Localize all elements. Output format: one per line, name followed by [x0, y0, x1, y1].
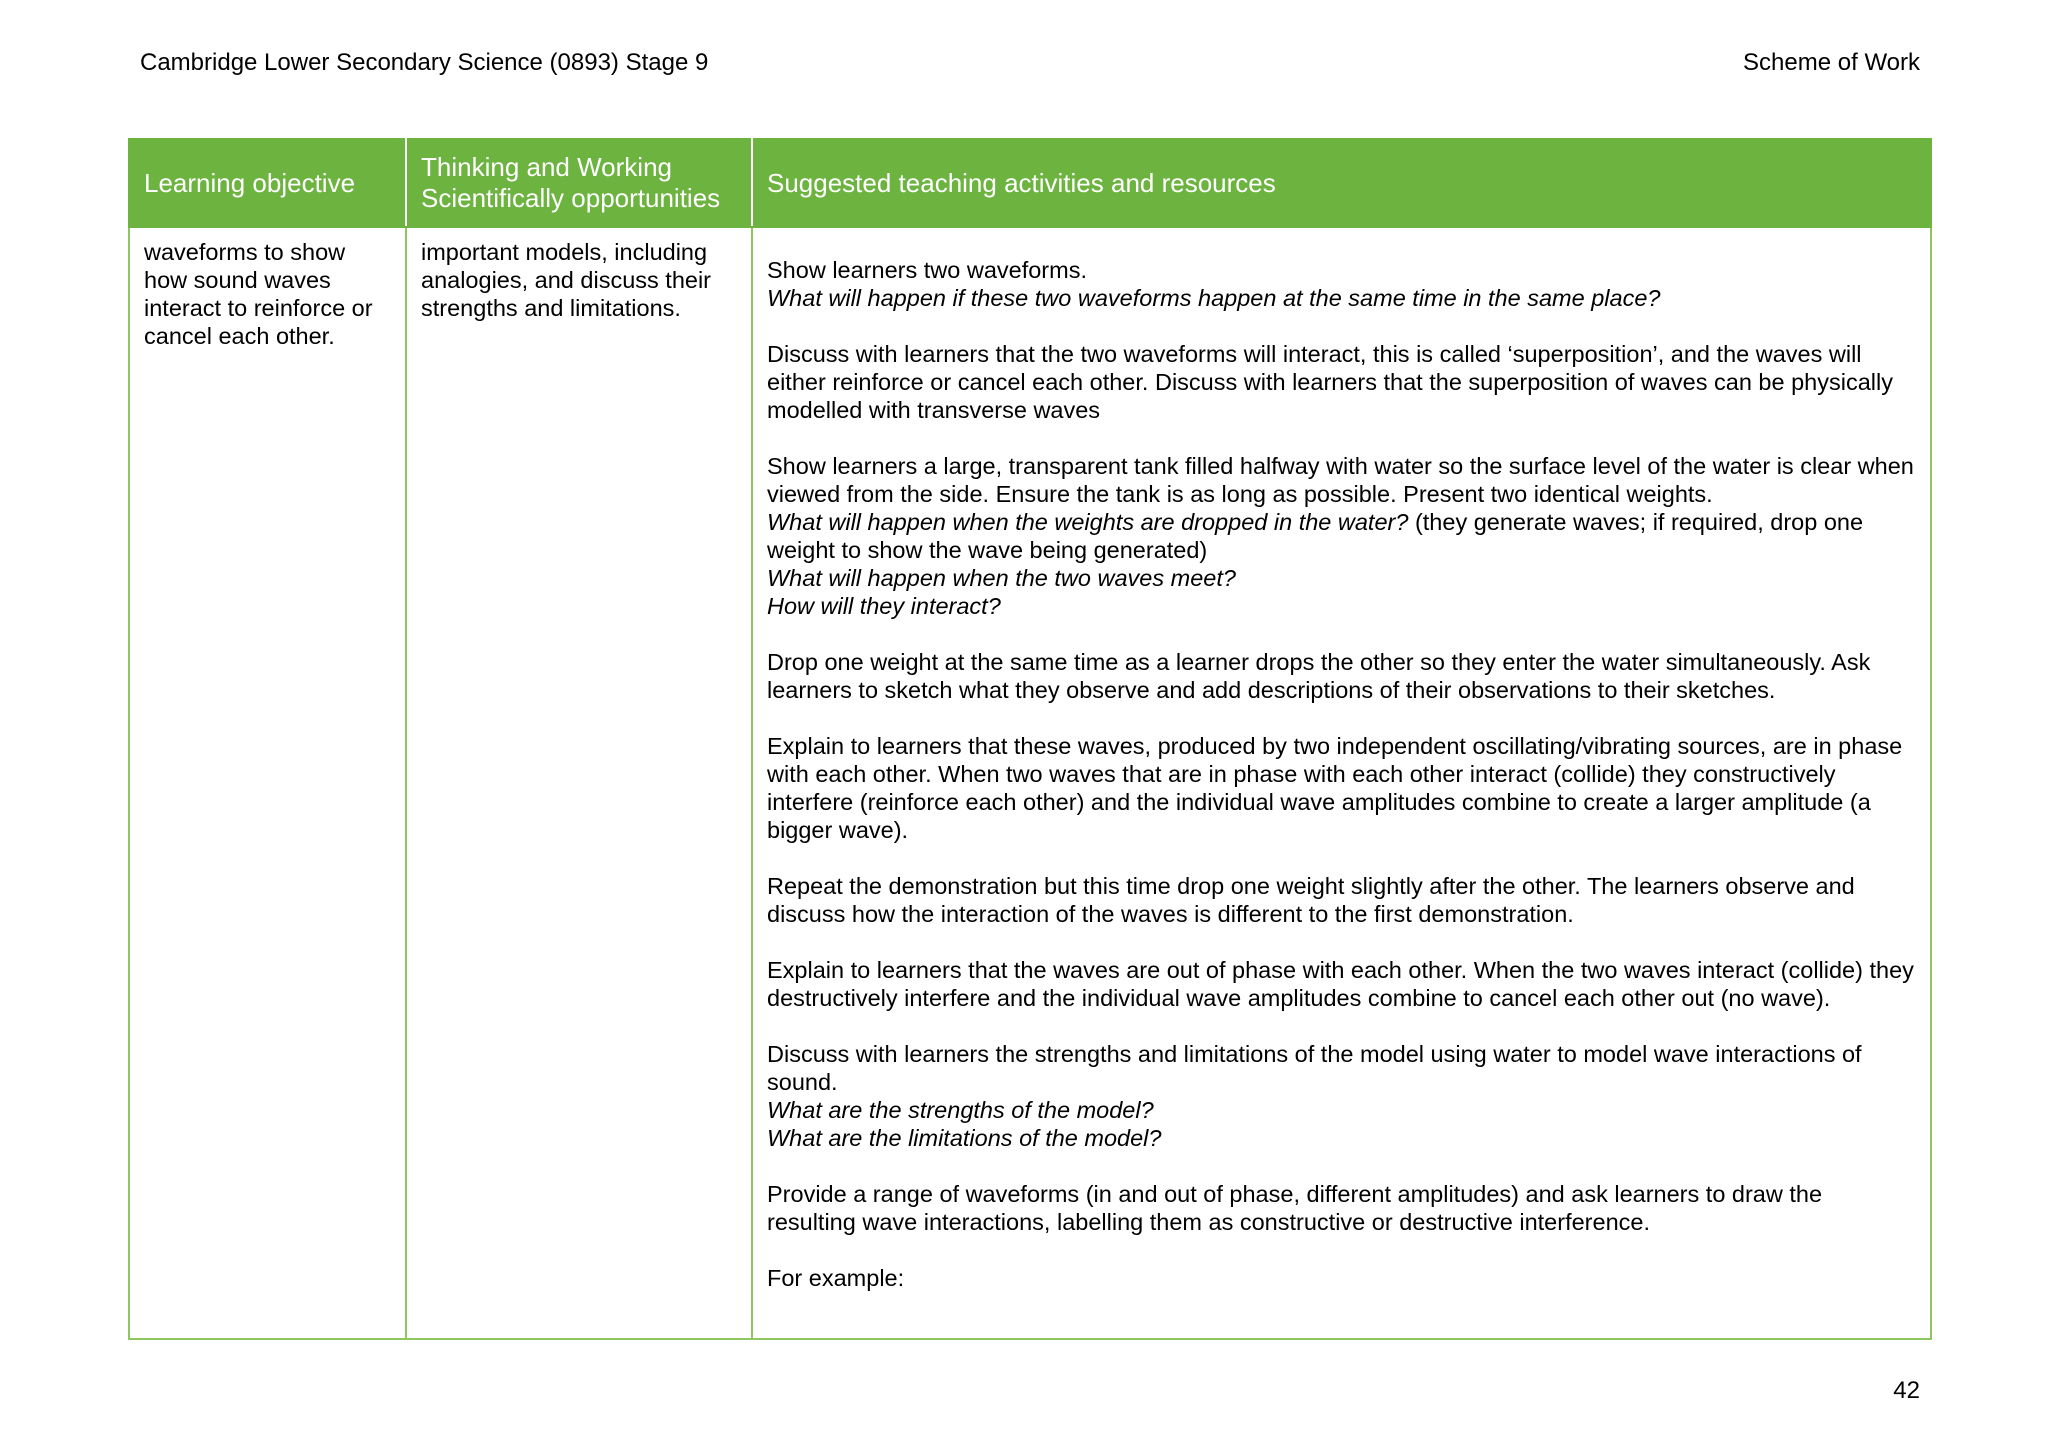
twso-cell: [406, 227, 752, 1339]
activity-paragraph: [767, 1040, 1916, 1152]
activity-text: Discuss with learners the strengths and limitations of the model using water to model wave interactions of sound.: [767, 1041, 1862, 1095]
activity-text: Explain to learners that these waves, produced by two independent oscillating/vibrating sources, are in phase with each other. When two waves that are in phase with each other interact (collide) they constructively interfere (reinforce each other) and the individual wave amplitudes combine to create a larger amplitude (a bigger wave).: [767, 733, 1903, 843]
table-row: [129, 227, 1931, 1339]
activity-question: What will happen if these two waveforms happen at the same time in the same place?: [767, 285, 1661, 311]
activity-answer: (they generate waves; if required, drop one weight to show the wave being generated): [767, 509, 1864, 563]
activity-paragraph: [767, 872, 1916, 928]
activity-text: Show learners a large, transparent tank filled halfway with water so the surface level of the water is clear when viewed from the side. Ensure the tank is as long as possible. Present two identical weights.: [767, 453, 1914, 507]
activity-question: How will they interact?: [767, 593, 1001, 619]
activity-question: What are the strengths of the model?: [767, 1097, 1154, 1123]
activities-cell: [752, 227, 1931, 1339]
activity-text: Drop one weight at the same time as a learner drops the other so they enter the water simultaneously. Ask learners to sketch what they observe and add descriptions of their observations to their sketches.: [767, 649, 1871, 703]
learning-objective-text: waveforms to show how sound waves interact to reinforce or cancel each other.: [144, 239, 373, 349]
activity-question: What are the limitations of the model?: [767, 1125, 1162, 1151]
document-type: Scheme of Work: [1743, 49, 1920, 76]
page-number: 42: [1893, 1377, 1920, 1404]
activity-question: What will happen when the weights are dropped in the water?: [767, 509, 1409, 535]
activity-paragraph: [767, 1264, 1916, 1292]
activity-paragraph: [767, 340, 1916, 424]
activity-paragraph: [767, 452, 1916, 620]
activity-text: Discuss with learners that the two waveforms will interact, this is called ‘superposition’, and the waves will either reinforce or cancel each other. Discuss with learners that the superposition of waves can be physically modelled with transverse waves: [767, 341, 1893, 423]
activity-paragraph: [767, 956, 1916, 1012]
table-header-row: [129, 139, 1931, 227]
activity-paragraph: [767, 1180, 1916, 1236]
activity-text: Provide a range of waveforms (in and out of phase, different amplitudes) and ask learners to draw the resulting wave interactions, labelling them as constructive or destructive interference.: [767, 1181, 1823, 1235]
column-header-learning-objective: Learning objective: [129, 139, 406, 227]
activity-text: Show learners two waveforms.: [767, 257, 1087, 283]
twso-text: important models, including analogies, and discuss their strengths and limitations.: [421, 239, 712, 321]
activity-text: For example:: [767, 1265, 905, 1291]
activity-paragraph: [767, 648, 1916, 704]
column-header-activities: Suggested teaching activities and resources: [752, 139, 1931, 227]
document-title: Cambridge Lower Secondary Science (0893) Stage 9: [140, 49, 709, 76]
scheme-of-work-table: [128, 138, 1932, 1340]
learning-objective-cell: [129, 227, 406, 1339]
activity-text: Explain to learners that the waves are out of phase with each other. When the two waves interact (collide) they destructively interfere and the individual wave amplitudes combine to cancel each other out (no wave).: [767, 957, 1914, 1011]
activity-paragraph: [767, 256, 1916, 312]
activity-paragraph: [767, 732, 1916, 844]
activity-question: What will happen when the two waves meet?: [767, 565, 1236, 591]
activity-text: Repeat the demonstration but this time drop one weight slightly after the other. The learners observe and discuss how the interaction of the waves is different to the first demonstration.: [767, 873, 1855, 927]
column-header-twso: Thinking and Working Scientifically opportunities: [406, 139, 752, 227]
